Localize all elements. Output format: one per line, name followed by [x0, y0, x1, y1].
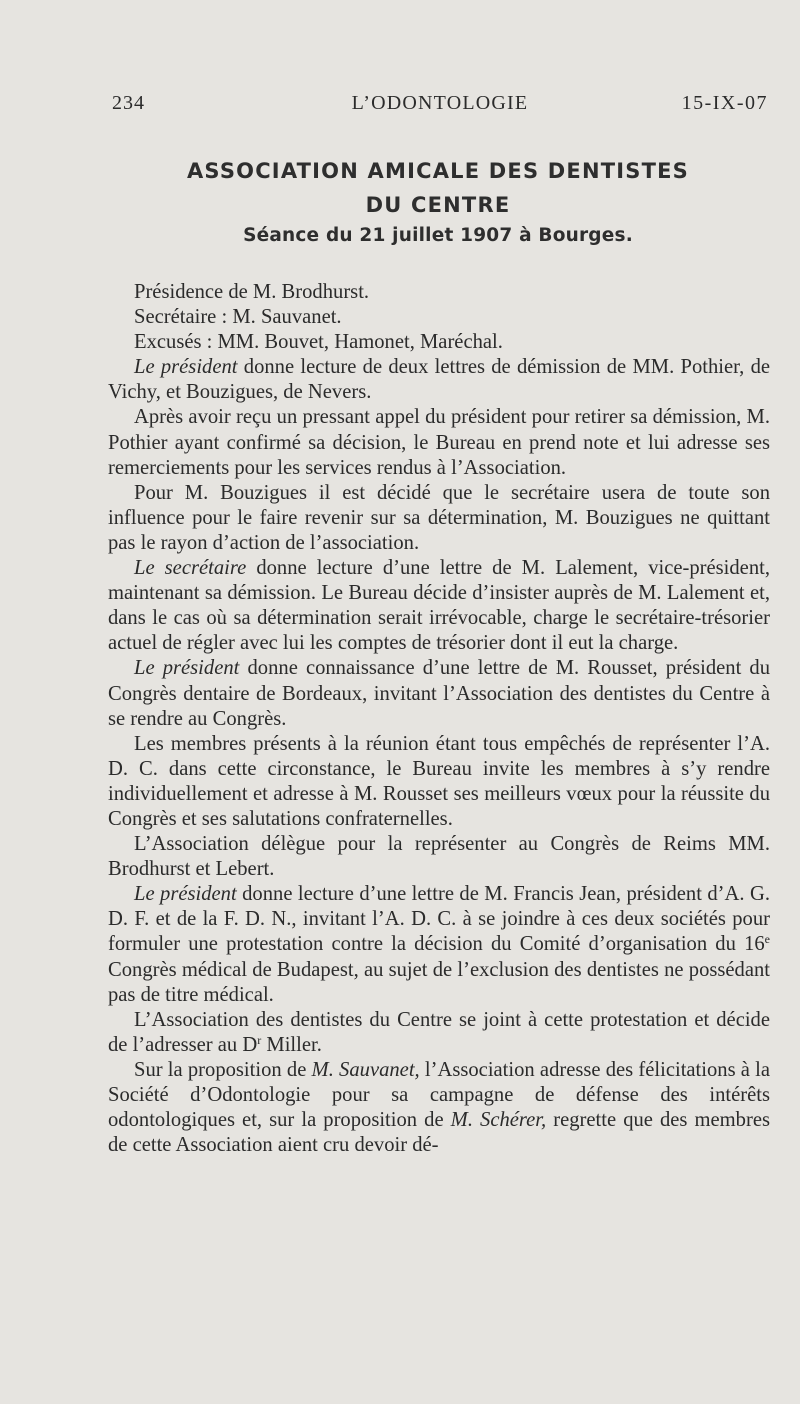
paragraph-text: donne lecture de deux lettres de démission de MM. Pothier, de Vichy, et Bouzigues, de Nevers.: [108, 356, 771, 404]
paragraph-pothier: Après avoir reçu un pressant appel du président pour retirer sa démission, M. Pothier ayant confirmé sa décision, le Bureau en prend note et lui adresse ses remerciements pour les services rendus à l’Association.: [108, 406, 770, 479]
paragraph-reims: L’Association délègue pour la représenter au Congrès de Reims MM. Brodhurst et Lebert.: [108, 833, 770, 881]
italic-lead: Le président: [134, 356, 238, 379]
article-title: [108, 154, 768, 222]
paragraph-protestation: [108, 1008, 770, 1058]
italic-name: M. Schérer,: [450, 1109, 547, 1132]
running-header: [112, 92, 768, 122]
paragraph-excuses: Excusés : MM. Bouvet, Hamonet, Maréchal.: [134, 331, 503, 354]
paragraph-text: Miller.: [261, 1033, 322, 1056]
italic-lead: Le secrétaire: [134, 557, 247, 580]
paragraph-francis-jean: [108, 882, 770, 1007]
paragraph-felicitations: [108, 1058, 770, 1158]
superscript: r: [257, 1032, 262, 1047]
paragraph-text: l’Association adresse des félicitations à la Société d’Odontologie pour sa campagne de défense des intérêts odontologiques et, sur la proposition de: [108, 1058, 771, 1132]
paragraph-membres: Les membres présents à la réunion étant tous empêchés de représenter l’A. D. C. dans cette circonstance, le Bureau invite les membres à s’y rendre individuellement et adresse à M. Rousset ses meilleurs vœux pour la réussite du Congrès et ses salutations confraternelles.: [108, 732, 770, 830]
article-body: [108, 280, 770, 1158]
issue-date: 15-IX-07: [681, 92, 768, 114]
paragraph-secretaire: Secrétaire : M. Sauvanet.: [134, 306, 342, 329]
paragraph-rousset: [108, 656, 770, 731]
superscript: e: [764, 932, 770, 947]
italic-name: M. Sauvanet,: [311, 1058, 420, 1081]
paragraph-presidence: Présidence de M. Brodhurst.: [134, 281, 370, 303]
session-subtitle: Séance du 21 juillet 1907 à Bourges.: [243, 225, 633, 246]
paragraph-text: regrette que des membres de cette Association aient cru devoir dé-: [108, 1109, 770, 1157]
paragraph-text: donne lecture d’une lettre de M. Francis Jean, président d’A. G. D. F. et de la F. D. N., invitant l’A. D. C. à se joindre à ces deux sociétés pour formuler une protestation contre la décision du Comité d’organisation du 16: [108, 883, 770, 956]
paragraph-text: donne connaissance d’une lettre de M. Rousset, président du Congrès dentaire de Bordeaux, invitant l’Association des dentistes du Centre à se rendre au Congrès.: [108, 657, 771, 730]
italic-lead: Le président: [134, 657, 240, 680]
paragraph-text: Sur la proposition de: [134, 1058, 312, 1081]
journal-title: L’ODONTOLOGIE: [351, 92, 529, 114]
italic-lead: Le président: [134, 883, 237, 906]
paragraph-text: donne lecture d’une lettre de M. Lalement, vice-président, maintenant sa démission. Le Bureau décide d’insister auprès de M. Lalement et, dans le cas où sa détermination serait irrévocable, charge le secrétaire-trésorier actuel de régler avec lui les comptes de trésorier dont il eut la charge.: [108, 557, 770, 655]
paragraph-bouzigues: Pour M. Bouzigues il est décidé que le secrétaire usera de toute son influence pour le faire revenir sur sa détermination, M. Bouzigues ne quittant pas le rayon d’action de l’association.: [108, 481, 770, 554]
paragraph-demissions: [108, 355, 770, 405]
paragraph-lalement: [108, 556, 770, 656]
paragraph-text: Congrès médical de Budapest, au sujet de l’exclusion des dentistes ne possédant pas de titre médical.: [108, 958, 770, 1006]
article-title-line-2: DU CENTRE: [365, 193, 511, 217]
article-title-line-1: ASSOCIATION AMICALE DES DENTISTES: [186, 159, 690, 183]
paragraph-text: L’Association des dentistes du Centre se joint à cette protestation et décide de l’adresser au D: [108, 1008, 770, 1056]
page-number: 234: [112, 92, 145, 114]
